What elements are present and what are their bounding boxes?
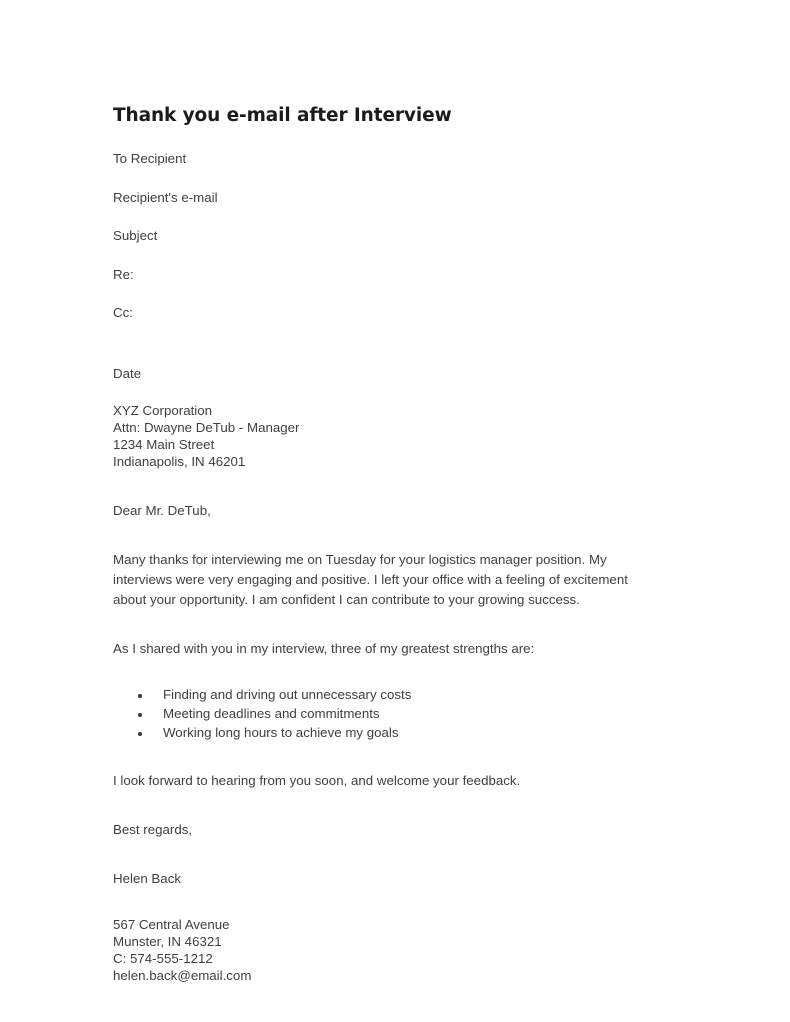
- bullet-icon: [138, 732, 142, 736]
- field-recipient-email: Recipient's e-mail: [113, 189, 218, 205]
- sign-off: Best regards,: [113, 821, 193, 837]
- field-re: Re:: [113, 266, 134, 282]
- recipient-company: XYZ Corporation: [113, 403, 213, 419]
- bullet-icon: [138, 694, 142, 698]
- recipient-address-block: [113, 403, 653, 470]
- strengths-list: [113, 687, 653, 742]
- list-item: [113, 706, 653, 723]
- bullet-icon: [138, 713, 142, 717]
- recipient-street: 1234 Main Street: [113, 436, 215, 452]
- spacer-after-list: [113, 759, 653, 771]
- list-item: [113, 725, 653, 742]
- field-subject: Subject: [113, 228, 158, 244]
- sender-contact-block: [113, 917, 653, 984]
- document-body: [113, 104, 653, 984]
- body-paragraph-1: Many thanks for interviewing me on Tuesday for your logistics manager position. My interviews were very engaging and positive. I left your office with a feeling of excitement about your opportunity. I am confident I can contribute to your growing success.: [113, 552, 628, 607]
- sender-phone: C: 574-555-1212: [113, 950, 213, 966]
- date-label: Date: [113, 365, 142, 381]
- recipient-city-state-zip: Indianapolis, IN 46201: [113, 453, 246, 469]
- recipient-attention: Attn: Dwayne DeTub - Manager: [113, 420, 300, 436]
- spacer-before-sender-contact: [113, 905, 653, 917]
- list-item: [113, 687, 653, 704]
- closing-paragraph: I look forward to hearing from you soon, and welcome your feedback.: [113, 773, 521, 789]
- sender-name: Helen Back: [113, 870, 181, 886]
- sender-street: 567 Central Avenue: [113, 917, 230, 933]
- spacer-before-date: [113, 343, 653, 365]
- sender-city-state-zip: Munster, IN 46321: [113, 934, 222, 950]
- field-cc: Cc:: [113, 305, 133, 321]
- list-item-label: Finding and driving out unnecessary costs: [163, 687, 412, 703]
- list-item-label: Working long hours to achieve my goals: [163, 725, 399, 741]
- page-title: Thank you e-mail after Interview: [113, 105, 452, 126]
- list-item-label: Meeting deadlines and commitments: [163, 706, 380, 722]
- spacer-after-salutation: [113, 538, 653, 550]
- body-paragraph-2: As I shared with you in my interview, three of my greatest strengths are:: [113, 640, 535, 656]
- spacer-between-paragraphs: [113, 627, 653, 639]
- salutation: Dear Mr. DeTub,: [113, 503, 211, 519]
- field-to-recipient: To Recipient: [113, 151, 187, 167]
- spacer-before-salutation: [113, 470, 653, 501]
- spacer-before-sender-name: [113, 857, 653, 869]
- sender-email: helen.back@email.com: [113, 967, 252, 983]
- spacer-before-list: [113, 675, 653, 687]
- spacer-before-signoff: [113, 808, 653, 820]
